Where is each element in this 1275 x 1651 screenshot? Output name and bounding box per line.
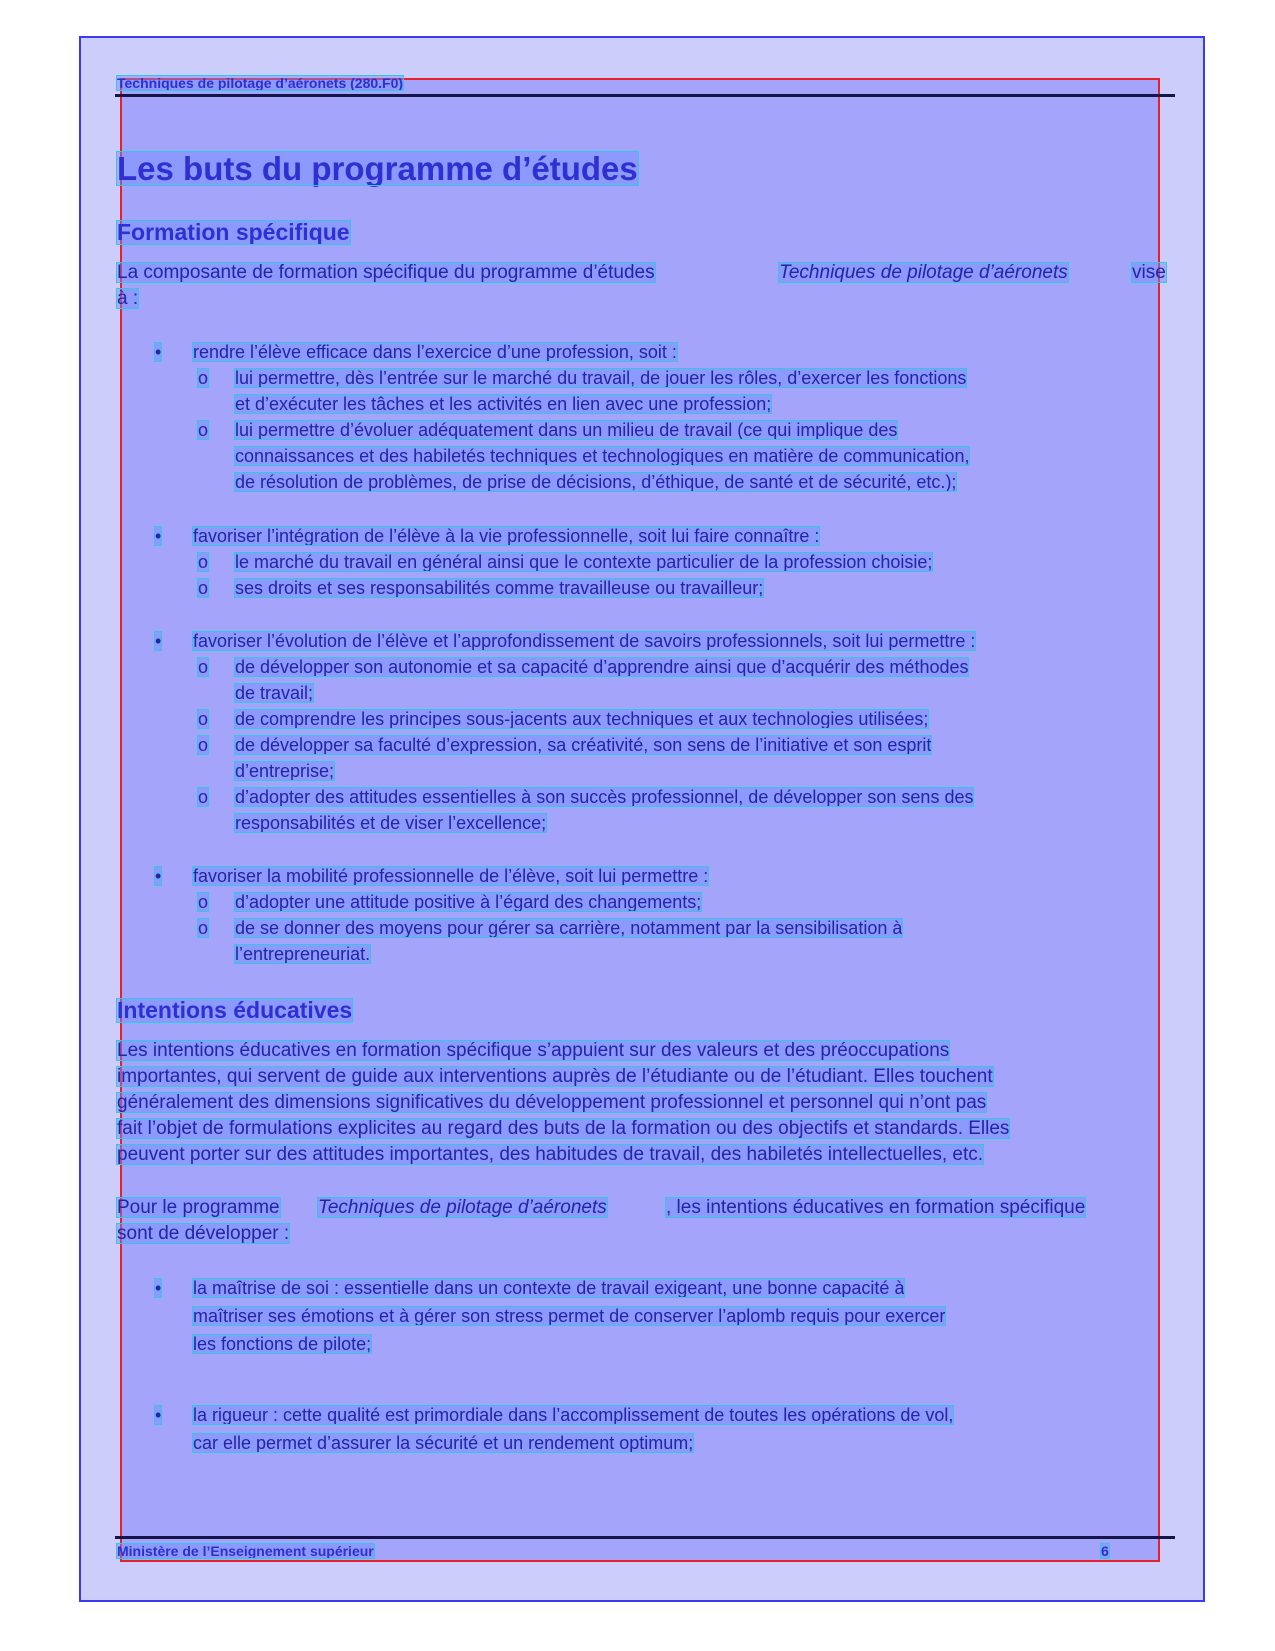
bullet-glyph: • [155,631,162,651]
sub-bullet-line: l’entrepreneuriat. [235,944,371,964]
bullet-glyph: • [155,1278,162,1298]
bullet-item: favoriser l’intégration de l’élève à la vie professionnelle, soit lui faire connaître : [193,526,820,546]
bullet-item: favoriser l’évolution de l’élève et l’approfondissement de savoirs professionnels, soit lui permettre : [193,631,976,651]
sub-bullet-glyph: o [198,735,209,755]
bullet-item-line: car elle permet d’assurer la sécurité et un rendement optimum; [193,1433,694,1453]
intro2-text-line2: sont de développer : [117,1223,290,1244]
sub-bullet-line: d’entreprise; [235,761,335,781]
intro-text-end: vise [1132,262,1166,283]
bullet-item-line: la rigueur : cette qualité est primordiale dans l’accomplissement de toutes les opérations de vol, [193,1405,954,1425]
sub-bullet-glyph: o [198,368,209,388]
sub-bullet-line: lui permettre, dès l’entrée sur le marché du travail, de jouer les rôles, d’exercer les fonctions [235,368,967,388]
section-heading-intentions: Intentions éducatives [117,997,353,1023]
sub-bullet-glyph: o [198,892,209,912]
sub-bullet-line: de développer sa faculté d’expression, sa créativité, son sens de l’initiative et son esprit [235,735,932,755]
sub-bullet-line: lui permettre d’évoluer adéquatement dans un milieu de travail (ce qui implique des [235,420,898,440]
bullet-item-line: maîtriser ses émotions et à gérer son stress permet de conserver l’aplomb requis pour exercer [193,1306,946,1326]
bullet-item-line: la maîtrise de soi : essentielle dans un contexte de travail exigeant, une bonne capacité à [193,1278,905,1298]
sub-bullet-line: et d’exécuter les tâches et les activités en lien avec une profession; [235,394,772,414]
sub-bullet-line: le marché du travail en général ainsi que le contexte particulier de la profession choisie; [235,552,933,572]
bullet-item-line: les fonctions de pilote; [193,1334,372,1354]
bullet-glyph: • [155,342,162,362]
bullet-glyph: • [155,526,162,546]
paragraph-line: généralement des dimensions significatives du développement professionnel et personnel qui n’ont pas [117,1092,987,1113]
program-name-italic: Techniques de pilotage d’aéronets [318,1197,607,1218]
intro-text-start: La composante de formation spécifique du programme d’études [117,262,655,283]
sub-bullet-line: d’adopter des attitudes essentielles à son succès professionnel, de développer son sens des [235,787,974,807]
sub-bullet-line: connaissances et des habiletés techniques et technologiques en matière de communication, [235,446,970,466]
footer-rule [115,1536,1175,1539]
program-name-italic: Techniques de pilotage d’aéronets [779,262,1068,283]
bullet-glyph: • [155,1405,162,1425]
bullet-glyph: • [155,866,162,886]
sub-bullet-glyph: o [198,657,209,677]
sub-bullet-glyph: o [198,787,209,807]
paragraph-line: Les intentions éducatives en formation spécifique s’appuient sur des valeurs et des préoccupations [117,1040,950,1061]
sub-bullet-line: de résolution de problèmes, de prise de décisions, d’éthique, de santé et de sécurité, etc.); [235,472,957,492]
intro2-text-start: Pour le programme [117,1197,280,1218]
sub-bullet-line: de comprendre les principes sous-jacents aux techniques et aux technologies utilisées; [235,709,929,729]
sub-bullet-line: de travail; [235,683,314,703]
bullet-item: favoriser la mobilité professionnelle de l’élève, soit lui permettre : [193,866,709,886]
sub-bullet-line: ses droits et ses responsabilités comme travailleuse ou travailleur; [235,578,764,598]
sub-bullet-line: d’adopter une attitude positive à l’égard des changements; [235,892,702,912]
intro-text-line2: à : [117,288,139,309]
sub-bullet-glyph: o [198,578,209,598]
sub-bullet-line: responsabilités et de viser l’excellence; [235,813,547,833]
bullet-item: rendre l’élève efficace dans l’exercice d’une profession, soit : [193,342,677,362]
section-heading-formation: Formation spécifique [117,219,350,245]
paragraph-line: importantes, qui servent de guide aux interventions auprès de l’étudiante ou de l’étudiant. Elles touchent [117,1066,993,1087]
paragraph-line: fait l’objet de formulations explicites au regard des buts de la formation ou des objectifs et standards. Elles [117,1118,1010,1139]
sub-bullet-glyph: o [198,709,209,729]
footer-publisher: Ministère de l’Enseignement supérieur [117,1543,374,1559]
page-title: Les buts du programme d’études [117,150,638,187]
sub-bullet-glyph: o [198,918,209,938]
header-rule [115,94,1175,97]
sub-bullet-glyph: o [198,420,209,440]
running-header: Techniques de pilotage d’aéronets (280.F0) [117,75,404,91]
intro2-text-end: , les intentions éducatives en formation spécifique [666,1197,1086,1218]
sub-bullet-line: de se donner des moyens pour gérer sa carrière, notamment par la sensibilisation à [235,918,903,938]
page-number: 6 [1101,1543,1109,1559]
sub-bullet-glyph: o [198,552,209,572]
paragraph-line: peuvent porter sur des attitudes importantes, des habitudes de travail, des habiletés intellectuelles, etc. [117,1144,984,1165]
sub-bullet-line: de développer son autonomie et sa capacité d’apprendre ainsi que d’acquérir des méthodes [235,657,969,677]
